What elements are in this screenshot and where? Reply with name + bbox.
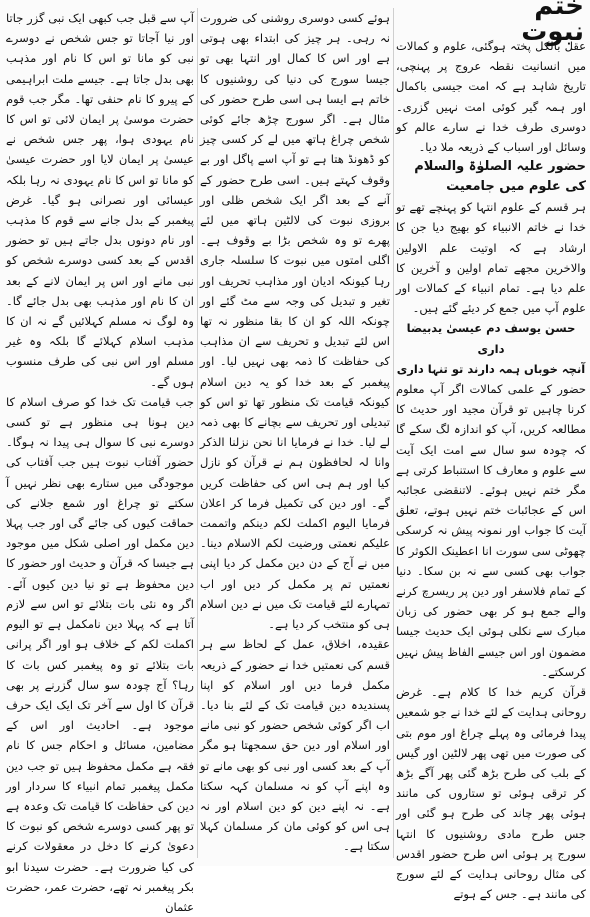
column-divider-left: [197, 8, 198, 858]
right-column: [396, 36, 586, 902]
column-divider-right: [393, 8, 394, 858]
left-column: [6, 8, 194, 914]
left-para-2: جب قیامت تک خدا کو صرف اسلام کا دین ہونا ہی منظور ہے تو کسی دوسرے نبی کا سوال ہی پیدا نہ ہوگا۔ حضور آفتاب نبوت ہیں جب آفتاب کی موجودگی میں ستارے بھی نظر نہیں آ سکتے تو چراغ اور شمع جلانے کی حماقت کیوں کی جائے گی اور جب پہلا دین مکمل اور اصلی شکل میں موجود ہے جیسا کہ قرآن و حدیث اور حضور کا دین محفوظ ہے تو نیا دین کیوں آئے۔ اگر وہ نئی بات بتلائے تو اس سے لازم آتا ہے کہ پہلا دین نامکمل ہے تو الیوم اکملت لکم کے خلاف ہو اور اگر پرانی بات بتلائے تو وہ پیغمبر کس بات کا رہا؟ آج چودہ سو سال گزرنے پر بھی قرآن کا اول سے آخر تک ایک ایک حرف موجود ہے۔ احادیث اور اس کے مضامین، مسائل و احکام جس کا نام فقہ ہے مکمل محفوظ ہیں تو جب دین مکمل پیغمبر تمام انبیاء کا سردار اور دین کی حفاظت کا قیامت تک وعدہ ہے تو پھر کسی دوسرے شخص کو نبوت کا دعویٰ کرنے کا دخل در معقولات کرنے کی کیا ضرورت ہے۔ حضرت سیدنا ابو بکر پیغمبر نہ تھے، حضرت عمر، حضرت عثمان: [6, 394, 194, 914]
left-para-1: آپ سے قبل جب کبھی ایک نبی گزر جاتا اور نیا آجاتا تو جس شخص نے دوسرے نبی کو مانا تو اس کا نام اور مذہب بھی بدل جاتا ہے۔ جیسے ملت ابراہیمی کے پیرو کا نام حنفی تھا۔ مگر جب قوم حضرت موسیٰ پر ایمان لائی تو اس کا نام یہودی ہوا، پھر جس شخص نے عیسیٰ پر ایمان لایا اور حضرت عیسیٰ کو مانا تو اس کا نام یہودی نہ رہا بلکہ عیسائی اور نصرانی ہو گیا۔ غرض پیغمبر کے بدل جانے سے قوم کا مذہب اور نام دونوں بدل جاتے ہیں تو حضور اقدس کے بعد کسی دوسرے شخص کو نبی مانے اور اس پر ایمان لانے کے بعد ان کا نام اور مذہب بھی بدل جائے گا۔ وہ لوگ نہ مسلم کہلائیں گے نہ ان کا مذہب اسلام کہلائے گا بلکہ وہ غیر مسلم اور اس نبی کی طرف منسوب ہوں گے۔: [6, 11, 194, 389]
right-para-3: حضور کے علمی کمالات اگر آپ معلوم کرنا چاہیں تو قرآن مجید اور حدیث کا مطالعہ کریں، آپ کو اندازہ لگ سکے گا کہ چودہ سو سال سے امت ایک آیت سے علوم و معارف کا استنباط کرتی ہے مگر ختم نہیں ہوئے۔ لاتنقضی عجائبہ اس کے عجائبات ختم نہیں ہوتے، تعلق آیت کا جواب اور نمونہ پیش نہ کرسکی چھوٹی سی سورت انا اعطینک الکوثر کا جواب بھی کسی سے نہ بن سکا۔ دنیا کے تمام فلاسفر اور دین پر ریسرچ کرنے والے جمع ہو کر بھی حضور کی زبان مبارک سے نکلی ہوئی ایک حدیث جیسا مضمون اور اس جیسے الفاظ پیش نہیں کرسکتے۔: [396, 382, 586, 679]
right-para-2: ہر قسم کے علوم انتہا کو پہنچے تھے تو خدا نے خاتم الانبیاء کو بھیج دیا جن کا ارشاد ہے کہ اوتیت علم الاولین والاخرین مجھے تمام اولین و آخرین کا علم دیا ہے۔ تمام انبیاء کے کمالات اور علوم آپ میں جمع کر دیئے گئے ہیں۔: [396, 200, 586, 316]
right-para-4: قرآن کریم خدا کا کلام ہے۔ غرض روحانی ہدایت کے لئے خدا نے جو شمعیں پیدا فرمائی وہ پہلے چراغ اور موم بتی کی صورت میں تھی پھر لالٹین اور گیس کے بلب کی طرح بڑھ گئی پھر آگے بڑھ کر ترقی ہوئی تو ستاروں کی مانند ہوئی پھر چاند کی طرح ہو گئی اور جس طرح مادی روشنیوں کا انتہا سورج پر ہوئی اس طرح حضور اقدس کی مثال روحانی ہدایت کے لئے سورج کی مانند ہے۔ جس کے ہوتے: [396, 685, 586, 902]
persian-verse-1: حسن یوسف دم عیسیٰ یدبیضا داری: [406, 321, 576, 356]
logo-text: ختم نبوت: [521, 0, 584, 47]
persian-verse-2: آنچہ خوباں ہمہ دارند تو تنہا داری: [396, 361, 586, 376]
middle-para-2: عقیدہ، اخلاق، عمل کے لحاظ سے ہر قسم کی نعمتیں خدا نے حضور کے ذریعہ مکمل فرما دیں اور اسلام کو اپنا پسندیدہ دین قیامت تک کے لئے بنا دیا۔ اب اگر کوئی شخص حضور کو نبی مانے اور اسلام اور دین حق سمجھتا ہو مگر آپ کے بعد کسی اور نبی کو بھی مانے تو وہ اپنے آپ کو نہ مسلمان کہہ سکتا ہے۔ نہ اپنے دین کو دین اسلام اور نہ ہی اس کو کوئی مان کر مسلمان کہلا سکتا ہے۔: [200, 637, 390, 854]
middle-para-1: ہوئے کسی دوسری روشنی کی ضرورت نہ رہی۔ ہر چیز کی ابتداء بھی ہوتی ہے اور اس کا کمال اور انتہا بھی تو جیسا سورج کی دنیا کی روشنیوں کا خاتم ہے ایسا ہی اسی طرح حضور کی مثال ہے۔ اگر سورج چڑھ جائے کوئی شخص چراغ ہاتھ میں لے کر کسی چیز کو ڈھونڈ ھتا ہے تو آپ اسے پاگل اور بے وقوف کہتے ہیں۔ اسی طرح حضور کے آنے کے بعد اگر ایک شخص ظلی اور بروزی نبوت کی لالٹین ہاتھ میں لئے پھرے تو وہ شخص بڑا بے وقوف ہے۔ اگلی امتوں میں نبوت کا سلسلہ جاری رہا کیونکہ ادیان اور مذاہب تحریف اور تغیر و تبدیل کی وجہ سے مٹ گئے اور چونکہ اللہ کو ان کا بقا منظور نہ تھا اس لئے تبدیل و تحریف سے ان مذاہب کی حفاظت کا ذمہ بھی نہیں لیا۔ اور پیغمبر کے بعد خدا کو یہ دین اسلام کیونکہ قیامت تک منظور تھا تو اس کو تبدیلی اور تحریف سے بچانے کا بھی ذمہ لے لیا۔ خدا نے فرمایا انا نحن نزلنا الذکر وانا لہ لحافظون ہم نے قرآن کو نازل کیا اور ہم ہی اس کی حفاظت کریں گے۔ اور دین کی تکمیل فرما کر اعلان فرمایا الیوم اکملت لکم دینکم واتممت علیکم نعمتی ورضیت لکم الاسلام دینا۔ میں نے آج کے دن دین مکمل کر دیا اپنی نعمتیں تم پر مکمل کر دیں اور اب تمہارے لئے قیامت تک میں نے دین اسلام ہی کو منتخب کر دیا ہے۔: [200, 11, 390, 632]
middle-column: [200, 8, 390, 862]
right-para-1: عقل بالکل پختہ ہوگئی، علوم و کمالات میں انسانیت نقطہ عروج پر پہنچی، تاریخ شاہد ہے کہ امت جیسی باکمال اور ہمہ گیر کوئی امت نہیں گزری۔ دوسری طرف خدا نے سارے عالم کو وسائل اور اسباب کے ذریعہ ملا دیا۔: [396, 39, 586, 155]
khatm-e-nubuwwat-logo: [464, 0, 584, 47]
section-heading: حضور علیہ الصلوٰۃ والسلام کی علوم میں جامعیت: [414, 159, 586, 195]
